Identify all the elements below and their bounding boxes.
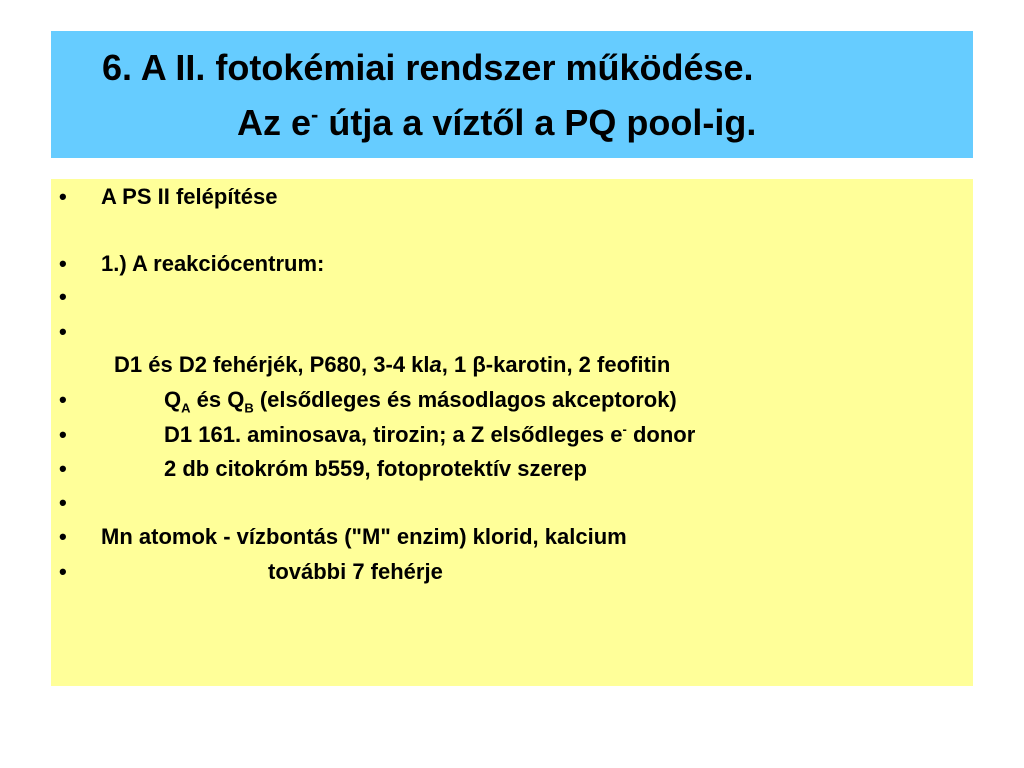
- text-part: donor: [626, 422, 696, 447]
- bullet-icon: •: [59, 319, 67, 344]
- bullet-icon: •: [59, 559, 67, 584]
- title-text-2b: útja a víztől a PQ pool-ig.: [318, 102, 757, 143]
- list-item-text: A PS II felépítése: [101, 184, 278, 209]
- list-item-text: 1.) A reakciócentrum:: [101, 251, 325, 276]
- bullet-icon: •: [59, 387, 67, 412]
- bullet-icon: •: [59, 456, 67, 481]
- list-item-text: Mn atomok - vízbontás ("M" enzim) klorid, kalcium: [101, 524, 627, 549]
- bullet-icon: •: [59, 422, 67, 447]
- list-item-text: 2 db citokróm b559, fotoprotektív szerep: [164, 456, 587, 481]
- electron-superscript: -: [311, 102, 319, 127]
- electron-superscript: -: [622, 421, 627, 437]
- title-panel: [51, 31, 973, 158]
- text-part: D1 és D2 fehérjék, P680, 3-4 kl: [114, 352, 430, 377]
- title-line-1: [102, 48, 754, 88]
- text-part: , 1 β-karotin, 2 feofitin: [441, 352, 671, 377]
- subscript-b: B: [244, 400, 254, 416]
- text-part: Q: [164, 387, 182, 412]
- list-item-text: további 7 fehérje: [268, 559, 443, 584]
- list-item-text: [164, 386, 677, 414]
- text-part: és Q: [190, 387, 245, 412]
- title-text-2a: Az e: [237, 102, 312, 143]
- bullet-icon: •: [59, 184, 67, 209]
- text-part: D1 161. aminosava, tirozin; a Z elsődleges e: [164, 422, 623, 447]
- list-item-text: [164, 421, 695, 449]
- bullet-icon: •: [59, 251, 67, 276]
- italic-a: a: [429, 352, 442, 377]
- title-text-1: 6. A II. fotokémiai rendszer működése.: [102, 47, 754, 88]
- title-line-2: [237, 103, 756, 143]
- bullet-icon: •: [59, 524, 67, 549]
- list-item-text: [114, 351, 670, 379]
- content-panel: [51, 179, 973, 686]
- text-part: (elsődleges és másodlagos akceptorok): [253, 387, 677, 412]
- subscript-a: A: [181, 400, 191, 416]
- bullet-icon: •: [59, 284, 67, 309]
- bullet-icon: •: [59, 490, 67, 515]
